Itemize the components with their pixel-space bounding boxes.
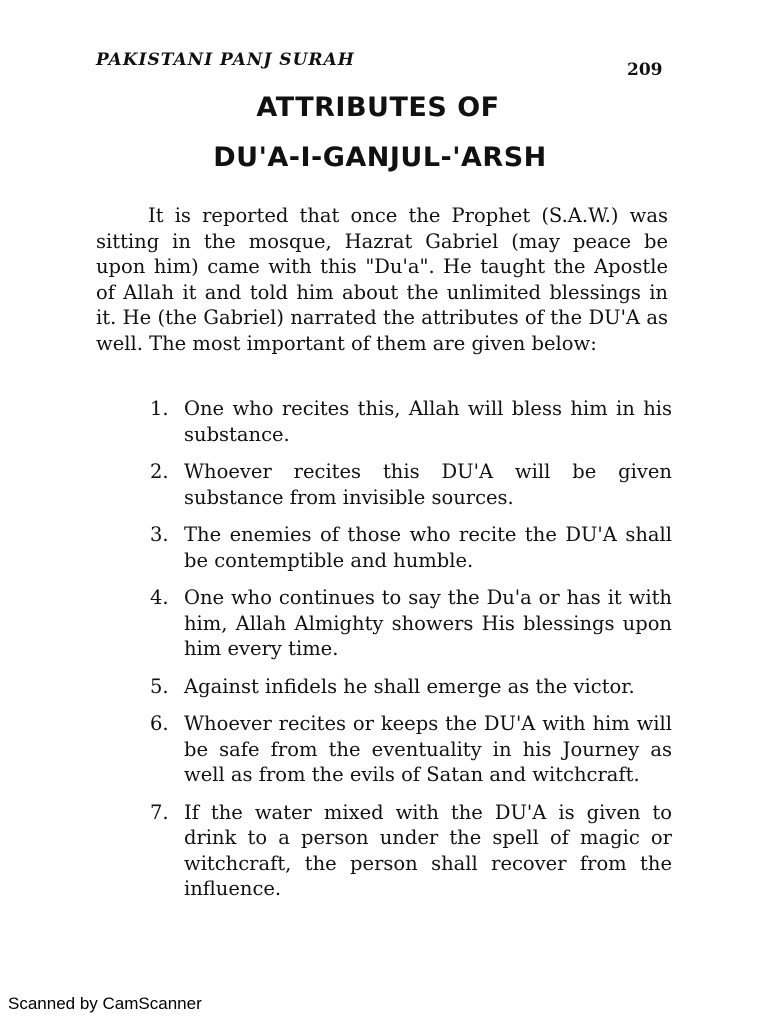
page-title-line-2: DU'A-I-GANJUL-'ARSH	[213, 142, 547, 173]
list-item-number: 3.	[150, 523, 169, 546]
list-item-number: 7.	[150, 800, 169, 824]
list-item	[150, 522, 672, 573]
list-item-number: 2.	[150, 460, 169, 483]
scanner-watermark: Scanned by CamScanner	[8, 994, 202, 1013]
list-item-text: One who continues to say the Du'a or has it with him, Allah Almighty showers His blessings upon him every time.	[184, 586, 672, 660]
page-number: 209	[627, 60, 663, 80]
list-item-text: One who recites this, Allah will bless him in his substance.	[184, 397, 672, 446]
intro-paragraph: It is reported that once the Prophet (S.A.W.) was sitting in the mosque, Hazrat Gabriel (may peace be upon him) came with this "Du'a". He taught the Apostle of Allah it and told him about the unlimited blessings in it. He (the Gabriel) narrated the attributes of the DU'A as well. The most important of them are given below:	[96, 204, 668, 355]
list-item-text: The enemies of those who recite the DU'A shall be contemptible and humble.	[184, 523, 672, 572]
list-item	[150, 585, 672, 662]
list-item-number: 1.	[150, 397, 169, 420]
list-item	[150, 674, 672, 700]
list-item-text: If the water mixed with the DU'A is given to drink to a person under the spell of magic or witchcraft, the person shall recover from the influence.	[184, 800, 672, 900]
list-item	[150, 711, 672, 788]
attributes-list	[150, 396, 672, 914]
list-item-number: 4.	[150, 586, 169, 609]
list-item-text: Whoever recites this DU'A will be given substance from invisible sources.	[184, 460, 672, 509]
list-item-number: 6.	[150, 712, 169, 735]
page-title-line-1: ATTRIBUTES OF	[256, 92, 500, 123]
list-item	[150, 396, 672, 447]
list-item-text: Whoever recites or keeps the DU'A with him will be safe from the eventuality in his Journey as well as from the evils of Satan and witchcraft.	[184, 712, 672, 786]
list-item	[150, 800, 672, 902]
running-header-title: PAKISTANI PANJ SURAH	[96, 50, 355, 70]
list-item-text: Against infidels he shall emerge as the victor.	[184, 674, 635, 698]
list-item	[150, 459, 672, 510]
list-item-number: 5.	[150, 674, 169, 698]
